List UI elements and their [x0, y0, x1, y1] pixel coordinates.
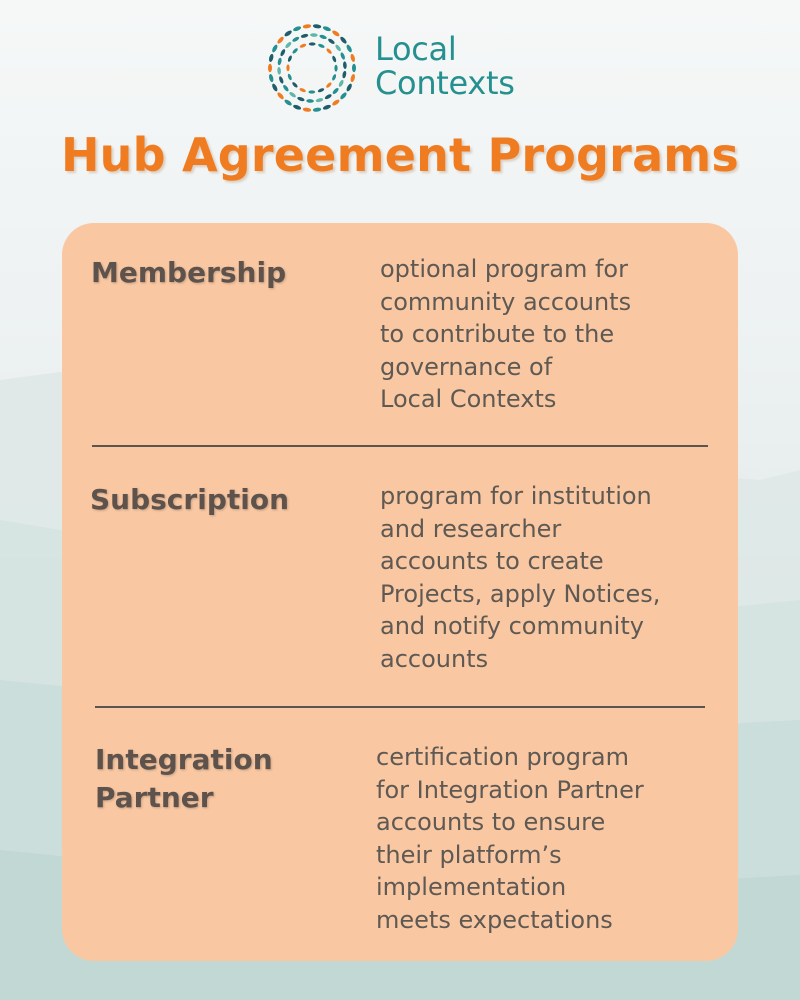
- description-line: certification program: [376, 743, 629, 771]
- program-name-line: Subscription: [90, 483, 290, 516]
- description-line: their platform’s: [376, 840, 562, 869]
- logo-dot: [297, 96, 305, 102]
- logo-dot: [345, 83, 352, 92]
- logo-dot: [315, 98, 323, 103]
- logo-dot: [313, 107, 322, 112]
- program-name: [91, 254, 286, 292]
- program-description: [380, 480, 720, 675]
- logo-dot: [340, 52, 346, 60]
- page-title: Hub Agreement Programs: [60, 128, 740, 182]
- logo-wordmark-line1: Local: [375, 30, 457, 68]
- logo-dot: [339, 91, 348, 100]
- logo-dot: [310, 33, 318, 37]
- logo-dot: [352, 64, 356, 72]
- logo-dot: [313, 24, 322, 29]
- description-line: Local Contexts: [380, 385, 557, 413]
- logo-dot: [324, 93, 332, 100]
- logo-dot: [303, 24, 312, 29]
- logo-dot: [292, 47, 299, 54]
- logo-dot: [327, 38, 335, 45]
- logo-dot: [339, 36, 348, 45]
- logo-dot: [309, 42, 316, 45]
- description-line: Projects, apply Notices,: [380, 579, 661, 608]
- description-line: and researcher: [380, 514, 562, 543]
- description-line: for Integration Partner: [376, 775, 644, 804]
- logo-dot: [292, 104, 301, 111]
- logo-dot: [284, 99, 293, 107]
- logo-dot: [299, 87, 307, 93]
- logo-dot: [284, 29, 293, 37]
- logo-dot: [334, 44, 341, 52]
- logo-dot: [300, 33, 308, 38]
- logo-dot: [322, 104, 331, 111]
- logo-dot: [331, 74, 337, 82]
- logo-dot: [288, 91, 296, 98]
- logo-dot: [292, 25, 301, 32]
- logo-dot: [278, 76, 284, 84]
- logo-dot: [268, 73, 274, 82]
- logo-wordmark-line2: Contexts: [375, 64, 515, 102]
- logo-dot: [306, 99, 314, 103]
- program-name-line: Integration: [95, 743, 273, 776]
- logo-dot: [276, 36, 285, 45]
- logo-dot: [326, 48, 333, 55]
- description-line: accounts to ensure: [376, 808, 606, 836]
- logo-dot: [271, 83, 278, 92]
- description-line: program for institution: [380, 482, 652, 510]
- logo-dot: [318, 43, 326, 49]
- logo-dot: [287, 73, 293, 81]
- logo-dot: [338, 79, 345, 87]
- description-line: community accounts: [380, 287, 632, 316]
- logo-dot: [299, 43, 307, 49]
- logo-dot: [286, 64, 289, 71]
- header: [0, 20, 800, 120]
- local-contexts-logo-icon: [262, 20, 362, 116]
- divider: [95, 706, 705, 708]
- description-line: accounts: [380, 644, 489, 673]
- program-name-line: Partner: [95, 781, 214, 814]
- logo-dot: [334, 65, 337, 72]
- logo-dot: [325, 82, 332, 89]
- programs-card: [62, 223, 738, 961]
- logo-dot: [287, 55, 293, 63]
- logo-dot: [343, 61, 347, 69]
- logo-dot: [350, 53, 356, 62]
- program-name-line: Membership: [91, 256, 287, 289]
- program-name: [90, 481, 289, 519]
- logo-dot: [291, 81, 298, 88]
- logo-dot: [277, 57, 282, 65]
- logo-dot: [284, 41, 292, 49]
- logo-dot: [303, 107, 312, 112]
- description-line: meets expectations: [376, 905, 613, 934]
- logo-dot: [268, 64, 272, 72]
- logo-dot: [276, 91, 285, 100]
- logo-dot: [350, 73, 356, 82]
- description-line: accounts to create: [380, 547, 604, 575]
- program-description: [380, 253, 690, 416]
- logo-dot: [292, 36, 300, 43]
- divider: [92, 445, 708, 447]
- description-line: implementation: [376, 873, 567, 901]
- description-line: governance of: [380, 352, 553, 381]
- logo-dot: [277, 67, 281, 75]
- description-line: and notify community: [380, 612, 644, 640]
- logo-dot: [331, 99, 340, 107]
- logo-dot: [279, 48, 286, 56]
- program-description: [376, 741, 716, 936]
- logo-dot: [342, 70, 347, 78]
- logo-dot: [271, 44, 278, 53]
- logo-dot: [319, 34, 327, 40]
- description-line: to contribute to the: [380, 320, 615, 348]
- logo-dot: [331, 55, 337, 63]
- program-name: [95, 741, 273, 817]
- logo-dot: [317, 87, 325, 93]
- logo-dot: [282, 84, 289, 92]
- logo-dot: [331, 29, 340, 37]
- logo-dot: [332, 87, 340, 95]
- logo-dot: [268, 53, 274, 62]
- logo-wordmark: [375, 32, 515, 100]
- logo-dot: [322, 25, 331, 32]
- logo-dot: [308, 90, 315, 93]
- logo-dot: [345, 44, 352, 53]
- description-line: optional program for: [380, 255, 628, 283]
